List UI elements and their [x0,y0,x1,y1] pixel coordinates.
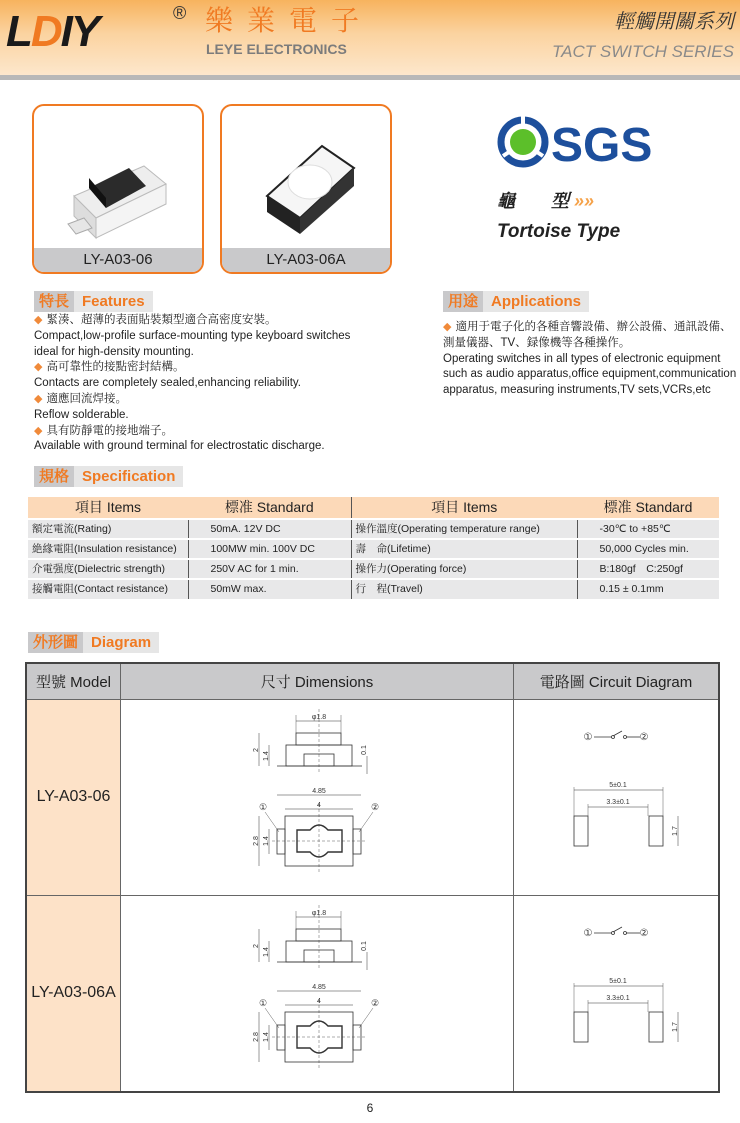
dim-label: 4 [317,801,321,809]
spec-value: 50mA. 12V DC [188,519,351,539]
type-cn: 龜 型 »» [497,191,595,211]
dim-label: 5±0.1 [609,781,627,789]
dim-label: 5±0.1 [609,977,627,985]
dim-label: 2.8 [253,835,260,846]
feature-item-cn: ◆ 適應回流焊接。 [34,392,127,405]
table-row [28,579,719,599]
chevrons-icon: »» [574,191,595,211]
column-header: 尺寸 Dimensions [121,663,514,699]
company-name-cn: 樂業電子 [205,5,374,36]
pin1-label: ① [583,927,593,939]
applications-heading: 用途 Applications [443,291,589,312]
table-header-row [28,497,719,519]
table-header-row [26,663,719,699]
spec-item: 操作力(Operating force) [351,559,577,579]
product-photo-white-button [222,106,392,252]
column-header: 電路圖 Circuit Diagram [514,663,720,699]
feature-item-cn: ◆ 緊湊、超薄的表面貼裝類型適合高密度安裝。 [34,314,277,326]
product-model-label: LY-A03-06A [222,248,390,272]
column-header: 標准 Standard [188,497,351,519]
feature-item-cn: ◆ 具有防靜電的接地端子。 [34,424,173,437]
diamond-bullet-icon: ◆ [34,314,43,326]
circuit-diagram [514,896,718,1086]
spec-value: 50mW max. [188,579,351,599]
dim-label: 4 [317,997,321,1005]
page-number: 6 [366,1101,374,1115]
table-row [26,895,719,1092]
dim-label: 3.3±0.1 [606,798,630,806]
svg-text:SGS: SGS [551,119,653,168]
dim-label: 2.8 [253,1031,260,1042]
circuit-diagram [514,700,718,890]
product-card [220,104,392,274]
dim-label: 1.4 [263,946,270,957]
specification-table [28,497,719,599]
column-header: 標准 Standard [577,497,719,519]
table-row [28,539,719,559]
column-header: 型號 Model [26,663,121,699]
application-en: such as audio apparatus,office equipment,communication [443,368,737,381]
diamond-bullet-icon: ◆ [34,424,43,437]
diamond-bullet-icon: ◆ [34,392,43,405]
diagram-table [25,662,720,1093]
header-divider [0,75,740,80]
dim-label: 3.3±0.1 [606,994,630,1002]
dim-label: 1.4 [263,1031,270,1042]
table-row [28,559,719,579]
product-photo-black-button [34,106,204,252]
dim-label: 4.85 [312,787,326,795]
spec-value: -30℃ to +85℃ [577,519,719,539]
dimensions-cell [121,699,514,895]
features-list [34,313,434,455]
pin2-label: ② [370,997,380,1008]
product-model-label: LY-A03-06 [34,248,202,272]
spec-item: 行 程(Travel) [351,579,577,599]
dim-label: φ1.8 [311,909,327,917]
specification-heading: 規格 Specification [34,466,183,487]
table-row [28,519,719,539]
pin1-label: ① [258,801,268,812]
spec-value: 100MW min. 100V DC [188,539,351,559]
company-name-en: LEYE ELECTRONICS [206,41,347,57]
series-title-cn: 輕觸開關系列 [614,11,734,33]
dim-label: 2 [253,747,260,752]
spec-item: 絶緣電阻(Insulation resistance) [28,539,188,559]
table-row [26,699,719,895]
spec-value: 50,000 Cycles min. [577,539,719,559]
dimension-drawing [121,896,513,1086]
diamond-bullet-icon: ◆ [34,361,43,374]
company-logo: LDIY [6,7,99,56]
dim-label: 2 [253,943,260,948]
spec-value: 250V AC for 1 min. [188,559,351,579]
feature-item-en: Reflow solderable. [34,408,129,421]
application-en: apparatus, measuring instruments,TV sets,VCRs,etc [443,384,711,397]
dim-label: 0.1 [361,744,368,755]
pin2-label: ② [370,801,380,812]
model-cell: LY-A03-06 [26,699,121,895]
registered-mark: ® [173,3,187,23]
column-header: 項目 Items [351,497,577,519]
dimension-drawing [121,700,513,890]
spec-item: 接觸電阻(Contact resistance) [28,579,188,599]
pin2-label: ② [639,927,649,939]
applications-text [443,320,740,399]
dim-label: 1.7 [672,825,679,836]
dim-label: 1.4 [263,835,270,846]
spec-item: 介電强度(Dielectric strength) [28,559,188,579]
sgs-logo [497,116,677,168]
product-card [32,104,204,274]
diamond-bullet-icon: ◆ [443,321,452,333]
application-cn: ◆ 適用于電子化的各種音響設備、辦公設備、通訊設備、 [443,321,732,333]
feature-item-en: Available with ground terminal for electrostatic discharge. [34,440,325,453]
diagram-heading: 外形圖 Diagram [28,632,159,653]
spec-item: 額定電流(Rating) [28,519,188,539]
pin1-label: ① [258,997,268,1008]
column-header: 項目 Items [28,497,188,519]
spec-value: B:180gf C:250gf [577,559,719,579]
series-title-en: TACT SWITCH SERIES [552,42,734,61]
dim-label: 1.7 [672,1021,679,1032]
dim-label: φ1.8 [311,713,327,721]
dim-label: 4.85 [312,983,326,991]
feature-item-cn: ◆ 高可靠性的接點密封結構。 [34,361,185,374]
spec-item: 壽 命(Lifetime) [351,539,577,559]
dim-label: 0.1 [361,940,368,951]
type-en: Tortoise Type [497,221,621,242]
pin1-label: ① [583,731,593,743]
dimensions-cell [121,895,514,1092]
circuit-cell [514,699,720,895]
feature-item-en: Contacts are completely sealed,enhancing reliability. [34,377,301,390]
pin2-label: ② [639,731,649,743]
dim-label: 1.4 [263,750,270,761]
circuit-cell [514,895,720,1092]
feature-item-en: Compact,low-profile surface-mounting type keyboard switches [34,329,351,342]
spec-value: 0.15 ± 0.1mm [577,579,719,599]
features-heading: 特長 Features [34,291,153,312]
model-cell: LY-A03-06A [26,895,121,1092]
application-cn: 測量儀器、TV、録像機等各種操作。 [443,336,631,349]
spec-item: 操作溫度(Operating temperature range) [351,519,577,539]
feature-item-en: ideal for high-density mounting. [34,345,194,358]
application-en: Operating switches in all types of electronic equipment [443,352,721,365]
